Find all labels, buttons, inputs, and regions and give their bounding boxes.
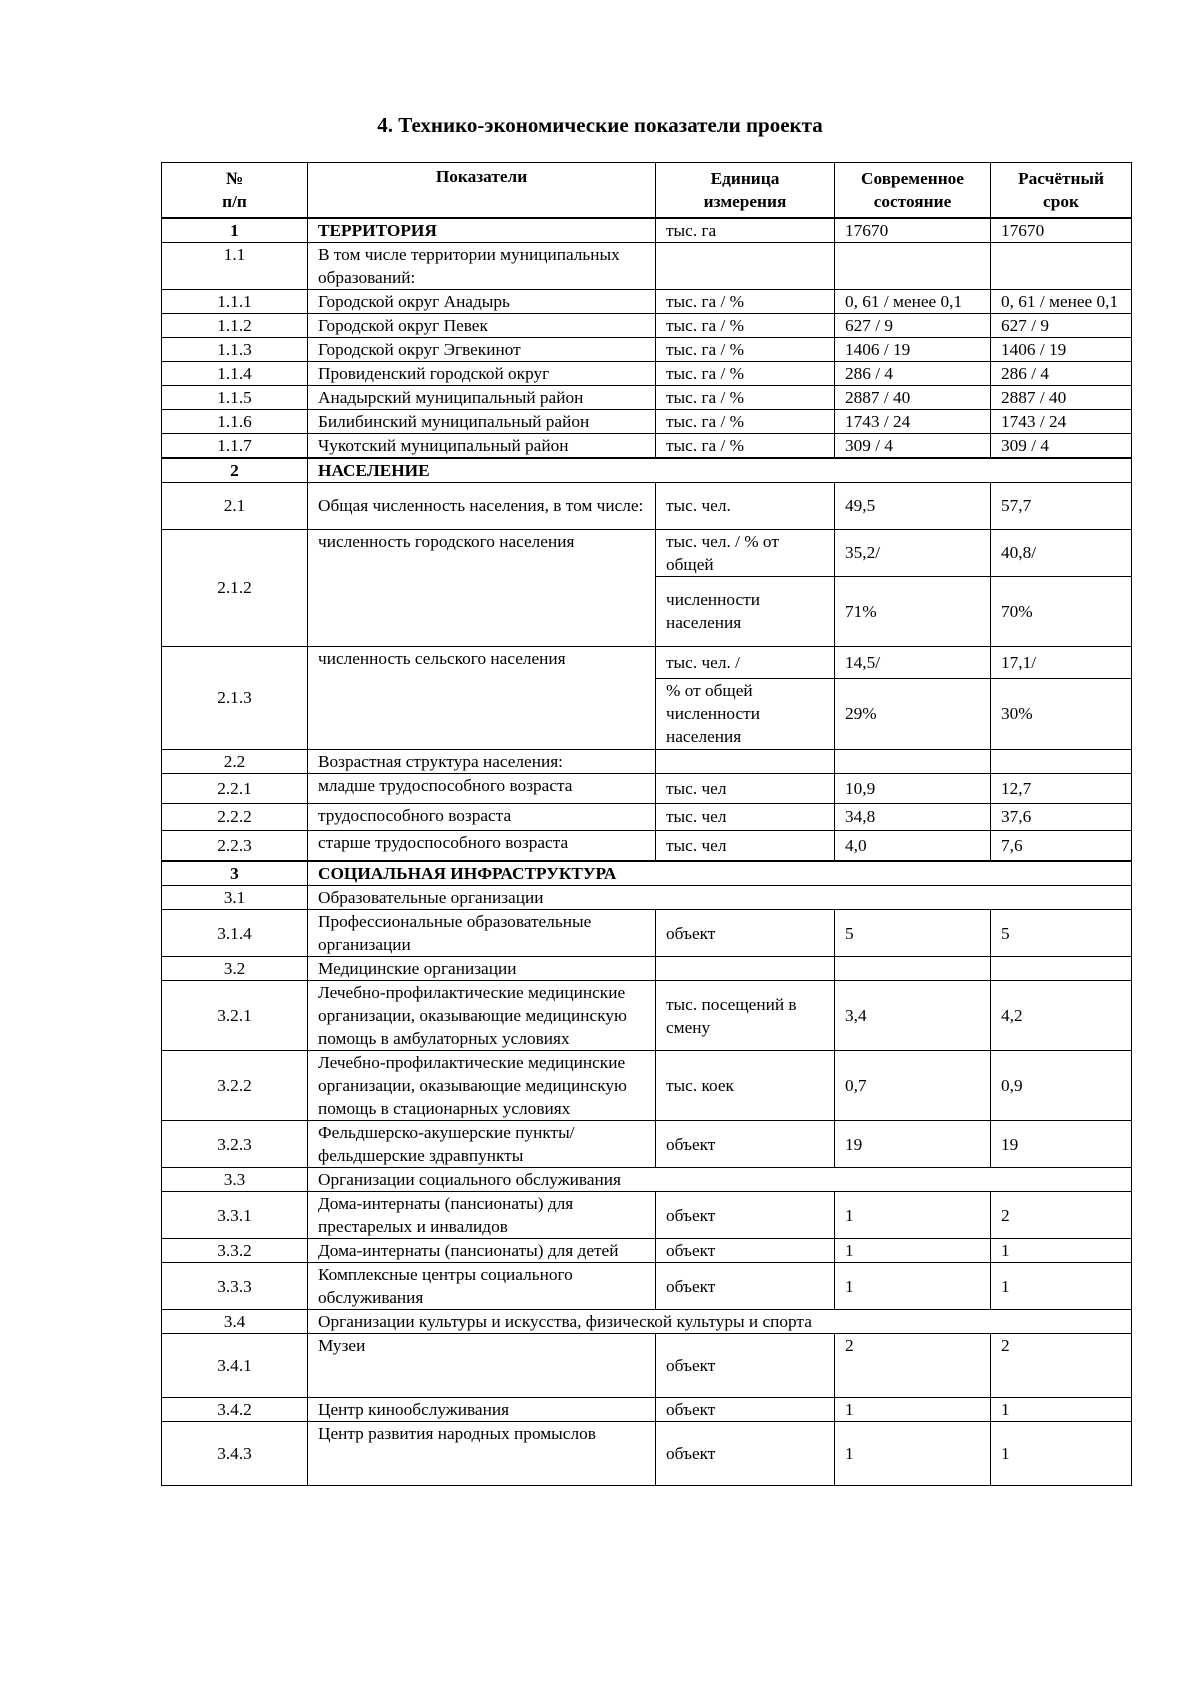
row-num: 2.1.3 xyxy=(162,646,308,749)
row-current xyxy=(835,242,991,289)
row-target: 19 xyxy=(991,1121,1132,1168)
row-name: Центр кинообслуживания xyxy=(308,1398,656,1422)
row-num: 3.3.3 xyxy=(162,1263,308,1310)
row-unit: тыс. чел. xyxy=(656,482,835,529)
row-num: 3.1.4 xyxy=(162,910,308,957)
row-target: 2 xyxy=(991,1334,1132,1398)
row-target: 30% xyxy=(991,678,1132,749)
row-target: 2 xyxy=(991,1192,1132,1239)
row-num: 2 xyxy=(162,458,308,483)
row-target: 12,7 xyxy=(991,773,1132,803)
row-unit: численности населения xyxy=(656,576,835,646)
row-target: 37,6 xyxy=(991,803,1132,830)
table-row xyxy=(162,886,1132,910)
indicators-table xyxy=(161,162,1132,1486)
row-num: 2.2 xyxy=(162,749,308,773)
row-current: 71% xyxy=(835,576,991,646)
row-num: 3.3.1 xyxy=(162,1192,308,1239)
table-row xyxy=(162,773,1132,803)
row-current: 1 xyxy=(835,1239,991,1263)
row-unit: тыс. чел. / % от общей xyxy=(656,529,835,576)
row-name: старше трудоспособного возраста xyxy=(308,830,656,861)
table-row xyxy=(162,458,1132,483)
row-num: 3 xyxy=(162,861,308,886)
row-target: 1743 / 24 xyxy=(991,409,1132,433)
row-unit: тыс. чел. / xyxy=(656,646,835,678)
row-num: 1.1.2 xyxy=(162,313,308,337)
row-current: 1 xyxy=(835,1422,991,1486)
row-num: 3.4.1 xyxy=(162,1334,308,1398)
table-row xyxy=(162,1121,1132,1168)
row-unit: тыс. га / % xyxy=(656,289,835,313)
table-row xyxy=(162,957,1132,981)
row-name: Дома-интернаты (пансионаты) для детей xyxy=(308,1239,656,1263)
row-num: 1.1.7 xyxy=(162,433,308,458)
table-row xyxy=(162,1334,1132,1398)
row-name: Организации социального обслуживания xyxy=(308,1168,1132,1192)
header-unit xyxy=(656,163,835,218)
row-current: 19 xyxy=(835,1121,991,1168)
table-row xyxy=(162,749,1132,773)
row-name: ТЕРРИТОРИЯ xyxy=(308,218,656,243)
row-target: 2887 / 40 xyxy=(991,385,1132,409)
row-unit: объект xyxy=(656,1239,835,1263)
row-num: 2.2.2 xyxy=(162,803,308,830)
row-unit: тыс. га / % xyxy=(656,385,835,409)
row-num: 1.1.4 xyxy=(162,361,308,385)
row-target: 1 xyxy=(991,1239,1132,1263)
row-target: 309 / 4 xyxy=(991,433,1132,458)
row-target: 70% xyxy=(991,576,1132,646)
row-unit: объект xyxy=(656,1422,835,1486)
row-name: младше трудоспособного возраста xyxy=(308,773,656,803)
row-name: Билибинский муниципальный район xyxy=(308,409,656,433)
row-current: 29% xyxy=(835,678,991,749)
row-target xyxy=(991,749,1132,773)
row-name: Городской округ Эгвекинот xyxy=(308,337,656,361)
row-unit: объект xyxy=(656,1398,835,1422)
row-name: Лечебно-профилактические медицинские организации, оказывающие медицинскую помощь в стационарных условиях xyxy=(308,1051,656,1121)
row-num: 3.2.3 xyxy=(162,1121,308,1168)
header-current-line2: состояние xyxy=(873,191,952,211)
row-name: Фельдшерско-акушерские пункты/фельдшерские здравпункты xyxy=(308,1121,656,1168)
table-row xyxy=(162,218,1132,243)
row-target xyxy=(991,957,1132,981)
row-num: 3.4.3 xyxy=(162,1422,308,1486)
header-target xyxy=(991,163,1132,218)
row-name: В том числе территории муниципальных образований: xyxy=(308,242,656,289)
row-name: Профессиональные образовательные организации xyxy=(308,910,656,957)
row-unit: тыс. га / % xyxy=(656,409,835,433)
row-unit: объект xyxy=(656,1263,835,1310)
table-row xyxy=(162,1239,1132,1263)
row-unit: объект xyxy=(656,1121,835,1168)
row-current: 1406 / 19 xyxy=(835,337,991,361)
table-row xyxy=(162,1310,1132,1334)
table-row xyxy=(162,861,1132,886)
row-unit: тыс. чел xyxy=(656,773,835,803)
row-num: 3.2.2 xyxy=(162,1051,308,1121)
row-current: 1 xyxy=(835,1263,991,1310)
row-num: 3.3.2 xyxy=(162,1239,308,1263)
table-row xyxy=(162,1192,1132,1239)
row-target: 1406 / 19 xyxy=(991,337,1132,361)
row-num: 1.1 xyxy=(162,242,308,289)
header-unit-line2: измерения xyxy=(703,191,787,211)
row-name: Дома-интернаты (пансионаты) для престарелых и инвалидов xyxy=(308,1192,656,1239)
row-num: 3.4 xyxy=(162,1310,308,1334)
table-row xyxy=(162,313,1132,337)
header-num xyxy=(162,163,308,218)
table-header-row xyxy=(162,163,1132,218)
row-unit: % от общей численности населения xyxy=(656,678,835,749)
table-row xyxy=(162,242,1132,289)
row-name: Городской округ Певек xyxy=(308,313,656,337)
row-current: 627 / 9 xyxy=(835,313,991,337)
table-row xyxy=(162,1051,1132,1121)
table-row xyxy=(162,385,1132,409)
row-name: Комплексные центры социального обслуживания xyxy=(308,1263,656,1310)
row-target: 0, 61 / менее 0,1 xyxy=(991,289,1132,313)
row-target: 57,7 xyxy=(991,482,1132,529)
row-unit: объект xyxy=(656,1192,835,1239)
row-current: 1743 / 24 xyxy=(835,409,991,433)
row-current xyxy=(835,957,991,981)
row-target: 17,1/ xyxy=(991,646,1132,678)
row-target: 1 xyxy=(991,1263,1132,1310)
row-name: Чукотский муниципальный район xyxy=(308,433,656,458)
row-num: 2.2.3 xyxy=(162,830,308,861)
row-unit xyxy=(656,957,835,981)
row-current: 1 xyxy=(835,1398,991,1422)
row-target: 1 xyxy=(991,1398,1132,1422)
row-num: 1.1.6 xyxy=(162,409,308,433)
row-unit: тыс. коек xyxy=(656,1051,835,1121)
row-target: 1 xyxy=(991,1422,1132,1486)
row-current: 2887 / 40 xyxy=(835,385,991,409)
row-name: Лечебно-профилактические медицинские организации, оказывающие медицинскую помощь в амбулаторных условиях xyxy=(308,981,656,1051)
row-name: Центр развития народных промыслов xyxy=(308,1422,656,1486)
row-name: Музеи xyxy=(308,1334,656,1398)
row-num: 2.1 xyxy=(162,482,308,529)
row-current: 3,4 xyxy=(835,981,991,1051)
row-current: 14,5/ xyxy=(835,646,991,678)
table-row xyxy=(162,981,1132,1051)
row-current: 17670 xyxy=(835,218,991,243)
row-name: СОЦИАЛЬНАЯ ИНФРАСТРУКТУРА xyxy=(308,861,1132,886)
row-num: 3.4.2 xyxy=(162,1398,308,1422)
row-num: 2.2.1 xyxy=(162,773,308,803)
row-current: 2 xyxy=(835,1334,991,1398)
table-row xyxy=(162,361,1132,385)
row-unit: тыс. посещений в смену xyxy=(656,981,835,1051)
header-indicator: Показатели xyxy=(308,163,656,218)
table-row xyxy=(162,1422,1132,1486)
header-num-line1: № xyxy=(225,168,244,188)
header-num-line2: п/п xyxy=(222,191,247,211)
row-num: 1.1.3 xyxy=(162,337,308,361)
row-num: 3.1 xyxy=(162,886,308,910)
row-name: трудоспособного возраста xyxy=(308,803,656,830)
row-name: Общая численность населения, в том числе: xyxy=(308,482,656,529)
row-unit: тыс. чел xyxy=(656,803,835,830)
row-current: 309 / 4 xyxy=(835,433,991,458)
row-current: 1 xyxy=(835,1192,991,1239)
table-row xyxy=(162,1398,1132,1422)
row-num: 1.1.5 xyxy=(162,385,308,409)
row-current: 5 xyxy=(835,910,991,957)
row-current: 0, 61 / менее 0,1 xyxy=(835,289,991,313)
row-num: 1.1.1 xyxy=(162,289,308,313)
row-unit xyxy=(656,242,835,289)
row-name: Медицинские организации xyxy=(308,957,656,981)
row-current: 0,7 xyxy=(835,1051,991,1121)
header-current xyxy=(835,163,991,218)
row-unit: объект xyxy=(656,1334,835,1398)
row-current xyxy=(835,749,991,773)
table-row xyxy=(162,433,1132,458)
table-row xyxy=(162,482,1132,529)
row-target: 17670 xyxy=(991,218,1132,243)
row-current: 4,0 xyxy=(835,830,991,861)
row-num: 1 xyxy=(162,218,308,243)
row-current: 35,2/ xyxy=(835,529,991,576)
row-current: 34,8 xyxy=(835,803,991,830)
row-unit: тыс. чел xyxy=(656,830,835,861)
table-row xyxy=(162,646,1132,678)
row-target: 4,2 xyxy=(991,981,1132,1051)
row-num: 3.3 xyxy=(162,1168,308,1192)
row-target: 286 / 4 xyxy=(991,361,1132,385)
row-target xyxy=(991,242,1132,289)
row-current: 286 / 4 xyxy=(835,361,991,385)
row-current: 49,5 xyxy=(835,482,991,529)
header-target-line2: срок xyxy=(1043,191,1079,211)
row-target: 627 / 9 xyxy=(991,313,1132,337)
table-row xyxy=(162,1168,1132,1192)
table-row xyxy=(162,529,1132,576)
row-current: 10,9 xyxy=(835,773,991,803)
table-row xyxy=(162,830,1132,861)
row-target: 40,8/ xyxy=(991,529,1132,576)
header-current-line1: Современное xyxy=(861,168,964,188)
row-name: Анадырский муниципальный район xyxy=(308,385,656,409)
table-row xyxy=(162,289,1132,313)
row-name: Городской округ Анадырь xyxy=(308,289,656,313)
row-unit: тыс. га / % xyxy=(656,313,835,337)
header-target-line1: Расчётный xyxy=(1018,168,1104,188)
row-name: НАСЕЛЕНИЕ xyxy=(308,458,1132,483)
row-unit: тыс. га / % xyxy=(656,337,835,361)
table-row xyxy=(162,803,1132,830)
table-row xyxy=(162,337,1132,361)
table-row xyxy=(162,910,1132,957)
row-name: Образовательные организации xyxy=(308,886,1132,910)
row-num: 2.1.2 xyxy=(162,529,308,646)
row-unit xyxy=(656,749,835,773)
row-num: 3.2.1 xyxy=(162,981,308,1051)
row-unit: тыс. га xyxy=(656,218,835,243)
row-name: численность сельского населения xyxy=(308,646,656,749)
row-name: Организации культуры и искусства, физической культуры и спорта xyxy=(308,1310,1132,1334)
row-target: 0,9 xyxy=(991,1051,1132,1121)
page-title: 4. Технико-экономические показатели проекта xyxy=(377,113,823,137)
row-name: численность городского населения xyxy=(308,529,656,646)
row-unit: тыс. га / % xyxy=(656,361,835,385)
row-unit: объект xyxy=(656,910,835,957)
row-target: 5 xyxy=(991,910,1132,957)
table-row xyxy=(162,409,1132,433)
row-name: Возрастная структура населения: xyxy=(308,749,656,773)
row-unit: тыс. га / % xyxy=(656,433,835,458)
table-row xyxy=(162,1263,1132,1310)
header-unit-line1: Единица xyxy=(710,168,780,188)
row-target: 7,6 xyxy=(991,830,1132,861)
row-num: 3.2 xyxy=(162,957,308,981)
row-name: Провиденский городской округ xyxy=(308,361,656,385)
